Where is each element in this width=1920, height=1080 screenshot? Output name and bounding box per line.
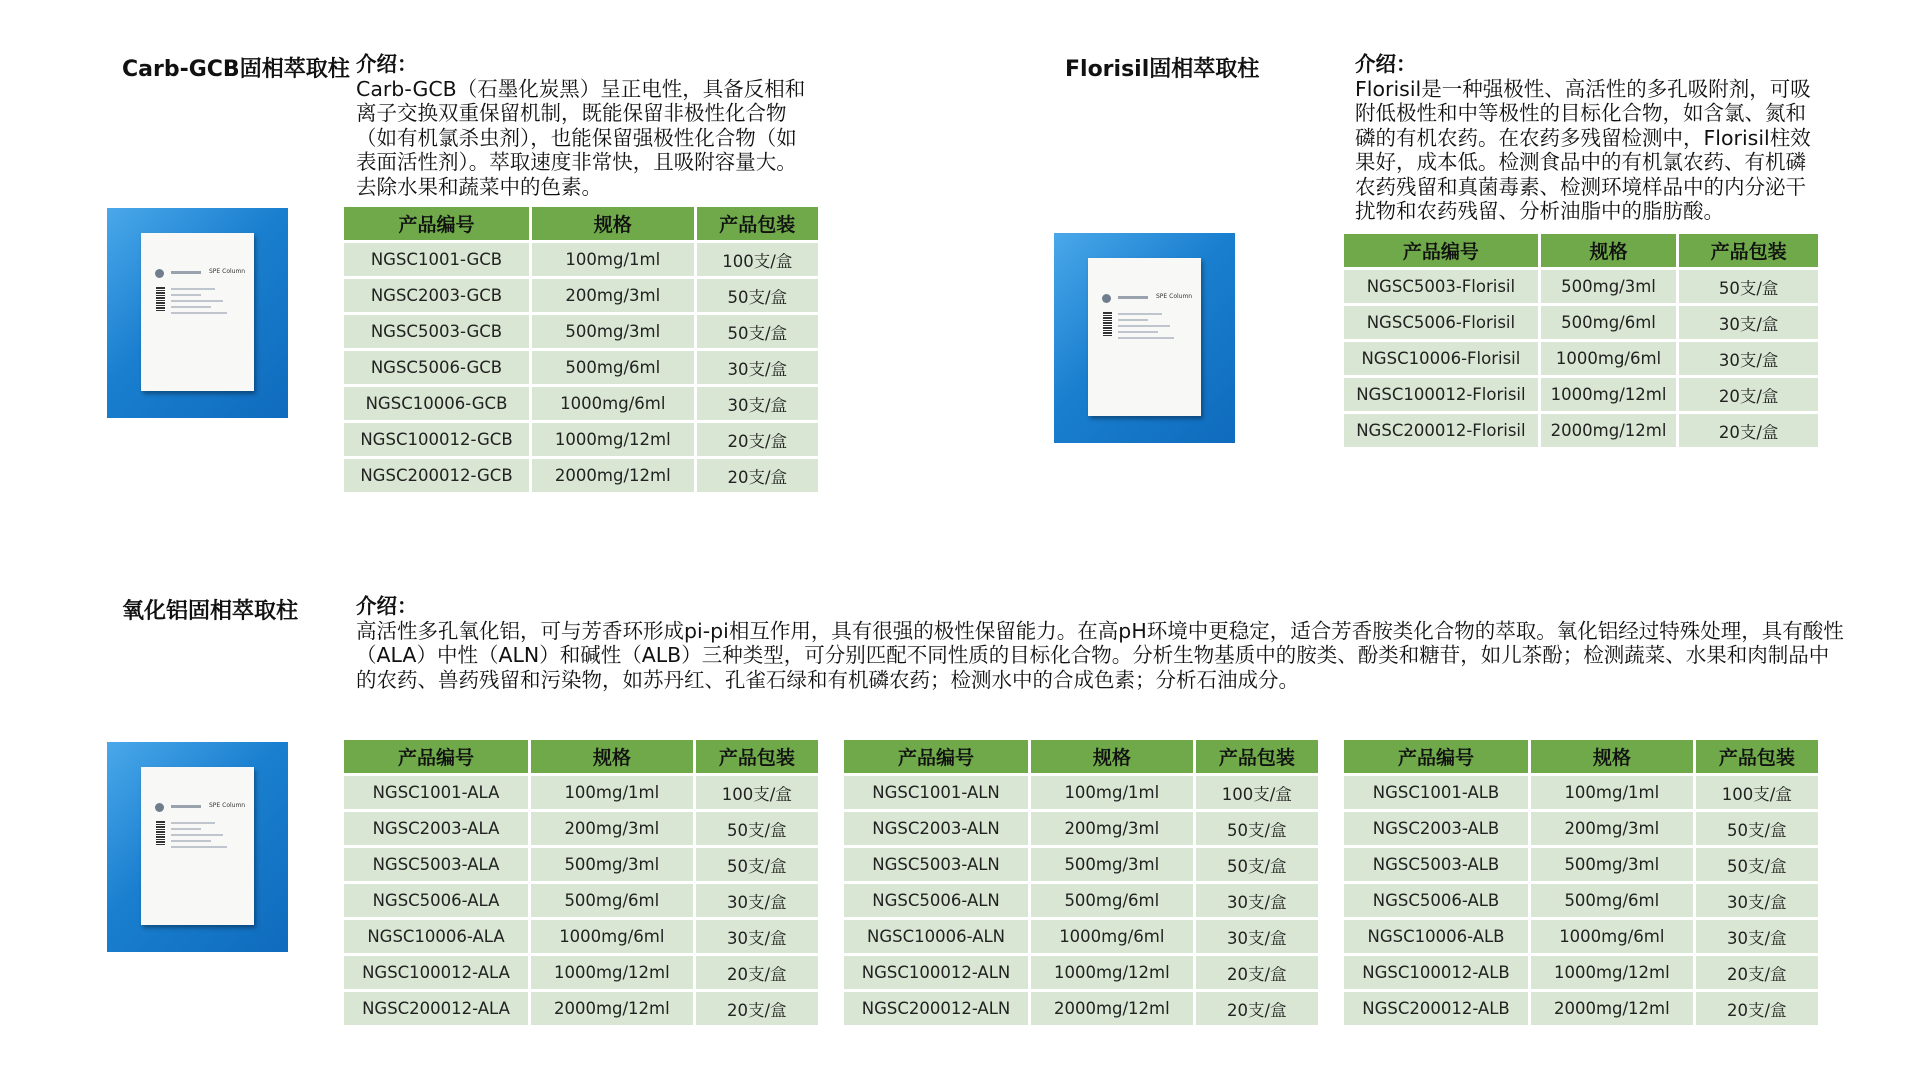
- packaging-cell: 20支/盒: [697, 459, 818, 492]
- product-code-cell: NGSC5003-Florisil: [1344, 270, 1538, 303]
- product-code-cell: NGSC5006-GCB: [344, 351, 529, 384]
- table-row: [344, 315, 818, 348]
- table-row: [844, 812, 1318, 845]
- product-code-cell: NGSC10006-Florisil: [1344, 342, 1538, 375]
- box-label: SPE Column: [209, 802, 246, 809]
- col-header-code: 产品编号: [344, 740, 528, 773]
- spec-cell: 1000mg/6ml: [1031, 920, 1193, 953]
- product-code-cell: NGSC200012-GCB: [344, 459, 529, 492]
- product-code-cell: NGSC5003-ALA: [344, 848, 528, 881]
- product-code-cell: NGSC10006-ALB: [1344, 920, 1528, 953]
- gcb-spec-table: [341, 204, 821, 495]
- gcb-intro-line: 表面活性剂）。萃取速度非常快，且吸附容量大。: [356, 150, 797, 174]
- packaging-cell: 100支/盒: [697, 243, 818, 276]
- table-row: [1344, 342, 1818, 375]
- table-header-row: [844, 740, 1318, 773]
- packaging-cell: 30支/盒: [1679, 306, 1818, 339]
- spec-cell: 500mg/3ml: [1031, 848, 1193, 881]
- product-code-cell: NGSC5006-ALN: [844, 884, 1028, 917]
- table-row: [1344, 956, 1818, 989]
- spec-cell: 1000mg/6ml: [1541, 342, 1676, 375]
- product-code-cell: NGSC100012-ALN: [844, 956, 1028, 989]
- table-row: [1344, 414, 1818, 447]
- product-code-cell: NGSC1001-GCB: [344, 243, 529, 276]
- table-header-row: [344, 207, 818, 240]
- spec-cell: 500mg/3ml: [1541, 270, 1676, 303]
- spec-cell: 2000mg/12ml: [531, 992, 693, 1025]
- product-code-cell: NGSC5006-ALB: [1344, 884, 1528, 917]
- spec-cell: 1000mg/12ml: [531, 956, 693, 989]
- col-header-pack: 产品包装: [696, 740, 818, 773]
- product-code-cell: NGSC10006-ALN: [844, 920, 1028, 953]
- col-header-pack: 产品包装: [1679, 234, 1818, 267]
- logo-icon: [155, 269, 164, 278]
- table-row: [1344, 848, 1818, 881]
- spec-cell: 200mg/3ml: [1531, 812, 1693, 845]
- product-code-cell: NGSC200012-Florisil: [1344, 414, 1538, 447]
- col-header-code: 产品编号: [844, 740, 1028, 773]
- packaging-cell: 30支/盒: [696, 920, 818, 953]
- spec-cell: 1000mg/6ml: [532, 387, 694, 420]
- spec-cell: 1000mg/12ml: [1541, 378, 1676, 411]
- spec-cell: 200mg/3ml: [1031, 812, 1193, 845]
- packaging-cell: 50支/盒: [697, 279, 818, 312]
- alumina-alb-spec-table: [1341, 737, 1821, 1028]
- spec-cell: 200mg/3ml: [531, 812, 693, 845]
- table-row: [844, 848, 1318, 881]
- packaging-cell: 20支/盒: [696, 992, 818, 1025]
- product-code-cell: NGSC10006-GCB: [344, 387, 529, 420]
- table-row: [844, 956, 1318, 989]
- table-row: [1344, 884, 1818, 917]
- box-label: SPE Column: [1156, 293, 1193, 300]
- florisil-intro-heading: 介绍：: [1355, 52, 1417, 76]
- table-row: [344, 351, 818, 384]
- florisil-intro-line: 果好，成本低。检测食品中的有机氯农药、有机磷: [1355, 150, 1806, 174]
- alumina-intro-heading: 介绍：: [356, 594, 418, 618]
- table-row: [844, 884, 1318, 917]
- gcb-product-image: [107, 208, 288, 418]
- table-header-row: [344, 740, 818, 773]
- product-code-cell: NGSC1001-ALA: [344, 776, 528, 809]
- product-code-cell: NGSC100012-GCB: [344, 423, 529, 456]
- packaging-cell: 50支/盒: [1679, 270, 1818, 303]
- col-header-code: 产品编号: [1344, 740, 1528, 773]
- packaging-cell: 20支/盒: [1696, 956, 1818, 989]
- product-code-cell: NGSC5003-ALN: [844, 848, 1028, 881]
- table-header-row: [1344, 234, 1818, 267]
- product-code-cell: NGSC200012-ALB: [1344, 992, 1528, 1025]
- table-row: [844, 776, 1318, 809]
- packaging-cell: 20支/盒: [697, 423, 818, 456]
- packaging-cell: 50支/盒: [697, 315, 818, 348]
- col-header-pack: 产品包装: [1696, 740, 1818, 773]
- alumina-intro-line: （ALA）中性（ALN）和碱性（ALB）三种类型，可分别匹配不同性质的目标化合物。分析生物基质中的胺类、酚类和糖苷，如儿茶酚；检测蔬菜、水果和肉制品中: [356, 643, 1830, 667]
- alumina-aln-spec-table: [841, 737, 1321, 1028]
- product-code-cell: NGSC200012-ALN: [844, 992, 1028, 1025]
- product-code-cell: NGSC100012-ALB: [1344, 956, 1528, 989]
- logo-icon: [155, 803, 164, 812]
- alumina-product-image: [107, 742, 288, 952]
- packaging-cell: 20支/盒: [1196, 992, 1318, 1025]
- florisil-spec-table: [1341, 231, 1821, 450]
- packaging-cell: 30支/盒: [1196, 920, 1318, 953]
- packaging-cell: 30支/盒: [1696, 884, 1818, 917]
- packaging-cell: 30支/盒: [1679, 342, 1818, 375]
- spec-cell: 1000mg/12ml: [1031, 956, 1193, 989]
- spec-cell: 500mg/6ml: [532, 351, 694, 384]
- table-row: [1344, 776, 1818, 809]
- product-code-cell: NGSC5003-GCB: [344, 315, 529, 348]
- product-code-cell: NGSC10006-ALA: [344, 920, 528, 953]
- col-header-spec: 规格: [1531, 740, 1693, 773]
- product-code-cell: NGSC5006-Florisil: [1344, 306, 1538, 339]
- spec-cell: 500mg/3ml: [531, 848, 693, 881]
- table-row: [344, 387, 818, 420]
- product-code-cell: NGSC2003-ALN: [844, 812, 1028, 845]
- gcb-intro-line: （如有机氯杀虫剂），也能保留强极性化合物（如: [356, 125, 797, 150]
- florisil-title: Florisil固相萃取柱: [1065, 57, 1260, 82]
- gcb-intro: [356, 52, 816, 199]
- spec-cell: 1000mg/6ml: [1531, 920, 1693, 953]
- table-row: [344, 848, 818, 881]
- gcb-intro-heading: 介绍：: [356, 52, 418, 76]
- barcode-icon: [1103, 312, 1112, 336]
- spec-cell: 500mg/6ml: [1541, 306, 1676, 339]
- product-code-cell: NGSC1001-ALN: [844, 776, 1028, 809]
- packaging-cell: 50支/盒: [1696, 848, 1818, 881]
- florisil-intro-line: 扰物和农药残留、分析油脂中的脂肪酸。: [1355, 199, 1724, 223]
- product-box: [141, 233, 254, 391]
- col-header-spec: 规格: [532, 207, 694, 240]
- table-row: [1344, 270, 1818, 303]
- table-row: [1344, 920, 1818, 953]
- packaging-cell: 20支/盒: [1196, 956, 1318, 989]
- packaging-cell: 50支/盒: [1696, 812, 1818, 845]
- spec-cell: 2000mg/12ml: [532, 459, 694, 492]
- packaging-cell: 30支/盒: [697, 387, 818, 420]
- col-header-pack: 产品包装: [1196, 740, 1318, 773]
- table-row: [344, 243, 818, 276]
- gcb-intro-line: 去除水果和蔬菜中的色素。: [356, 174, 602, 199]
- box-label: SPE Column: [209, 268, 246, 275]
- packaging-cell: 30支/盒: [697, 351, 818, 384]
- spec-cell: 200mg/3ml: [532, 279, 694, 312]
- spec-cell: 500mg/3ml: [1531, 848, 1693, 881]
- spec-cell: 500mg/6ml: [1031, 884, 1193, 917]
- alumina-intro: [356, 594, 1856, 692]
- packaging-cell: 100支/盒: [1696, 776, 1818, 809]
- packaging-cell: 20支/盒: [696, 956, 818, 989]
- product-code-cell: NGSC2003-ALA: [344, 812, 528, 845]
- packaging-cell: 30支/盒: [1196, 884, 1318, 917]
- spec-cell: 1000mg/12ml: [1531, 956, 1693, 989]
- product-code-cell: NGSC1001-ALB: [1344, 776, 1528, 809]
- alumina-ala-spec-table: [341, 737, 821, 1028]
- packaging-cell: 100支/盒: [696, 776, 818, 809]
- logo-icon: [1102, 294, 1111, 303]
- product-code-cell: NGSC2003-ALB: [1344, 812, 1528, 845]
- florisil-intro-line: Florisil是一种强极性、高活性的多孔吸附剂，可吸: [1355, 76, 1811, 101]
- spec-cell: 100mg/1ml: [532, 243, 694, 276]
- alumina-intro-line: 的农药、兽药残留和污染物，如苏丹红、孔雀石绿和有机磷农药；检测水中的合成色素；分析石油成分。: [356, 667, 1299, 692]
- table-row: [344, 279, 818, 312]
- alumina-title: 氧化铝固相萃取柱: [122, 599, 299, 624]
- table-row: [344, 884, 818, 917]
- product-code-cell: NGSC100012-ALA: [344, 956, 528, 989]
- table-row: [1344, 378, 1818, 411]
- florisil-intro: [1355, 52, 1825, 224]
- product-box: [141, 767, 254, 925]
- packaging-cell: 50支/盒: [1196, 848, 1318, 881]
- col-header-spec: 规格: [1031, 740, 1193, 773]
- gcb-intro-line: Carb-GCB（石墨化炭黑）呈正电性，具备反相和: [356, 76, 806, 101]
- packaging-cell: 30支/盒: [1696, 920, 1818, 953]
- gcb-intro-line: 离子交换双重保留机制，既能保留非极性化合物: [356, 101, 787, 125]
- table-row: [344, 920, 818, 953]
- table-header-row: [1344, 740, 1818, 773]
- florisil-intro-line: 附低极性和中等极性的目标化合物，如含氯、氮和: [1355, 101, 1806, 125]
- product-code-cell: NGSC2003-GCB: [344, 279, 529, 312]
- spec-cell: 1000mg/12ml: [532, 423, 694, 456]
- barcode-icon: [156, 287, 165, 311]
- packaging-cell: 50支/盒: [1196, 812, 1318, 845]
- product-code-cell: NGSC5003-ALB: [1344, 848, 1528, 881]
- col-header-code: 产品编号: [344, 207, 529, 240]
- table-row: [344, 812, 818, 845]
- spec-cell: 100mg/1ml: [531, 776, 693, 809]
- spec-cell: 500mg/6ml: [531, 884, 693, 917]
- table-row: [1344, 812, 1818, 845]
- product-box: [1088, 258, 1201, 416]
- gcb-title: Carb-GCB固相萃取柱: [122, 57, 350, 82]
- product-code-cell: NGSC100012-Florisil: [1344, 378, 1538, 411]
- florisil-product-image: [1054, 233, 1235, 443]
- table-row: [1344, 306, 1818, 339]
- spec-cell: 500mg/6ml: [1531, 884, 1693, 917]
- product-code-cell: NGSC5006-ALA: [344, 884, 528, 917]
- spec-cell: 2000mg/12ml: [1541, 414, 1676, 447]
- spec-cell: 500mg/3ml: [532, 315, 694, 348]
- barcode-icon: [156, 821, 165, 845]
- spec-cell: 100mg/1ml: [1031, 776, 1193, 809]
- packaging-cell: 50支/盒: [696, 848, 818, 881]
- col-header-code: 产品编号: [1344, 234, 1538, 267]
- packaging-cell: 30支/盒: [696, 884, 818, 917]
- table-row: [344, 459, 818, 492]
- spec-cell: 2000mg/12ml: [1531, 992, 1693, 1025]
- product-code-cell: NGSC200012-ALA: [344, 992, 528, 1025]
- spec-cell: 2000mg/12ml: [1031, 992, 1193, 1025]
- packaging-cell: 50支/盒: [696, 812, 818, 845]
- packaging-cell: 20支/盒: [1679, 414, 1818, 447]
- florisil-intro-line: 农药残留和真菌毒素、检测环境样品中的内分泌干: [1355, 174, 1806, 199]
- table-row: [844, 992, 1318, 1025]
- spec-cell: 1000mg/6ml: [531, 920, 693, 953]
- florisil-intro-line: 磷的有机农药。在农药多残留检测中，Florisil柱效: [1355, 125, 1811, 150]
- col-header-spec: 规格: [1541, 234, 1676, 267]
- alumina-intro-line: 高活性多孔氧化铝，可与芳香环形成pi-pi相互作用，具有很强的极性保留能力。在高pH环境中更稳定，适合芳香胺类化合物的萃取。氧化铝经过特殊处理，具有酸性: [356, 618, 1844, 643]
- table-row: [344, 992, 818, 1025]
- table-row: [844, 920, 1318, 953]
- table-row: [344, 423, 818, 456]
- packaging-cell: 100支/盒: [1196, 776, 1318, 809]
- spec-cell: 100mg/1ml: [1531, 776, 1693, 809]
- packaging-cell: 20支/盒: [1696, 992, 1818, 1025]
- table-row: [344, 776, 818, 809]
- table-row: [344, 956, 818, 989]
- col-header-pack: 产品包装: [697, 207, 818, 240]
- col-header-spec: 规格: [531, 740, 693, 773]
- packaging-cell: 20支/盒: [1679, 378, 1818, 411]
- table-row: [1344, 992, 1818, 1025]
